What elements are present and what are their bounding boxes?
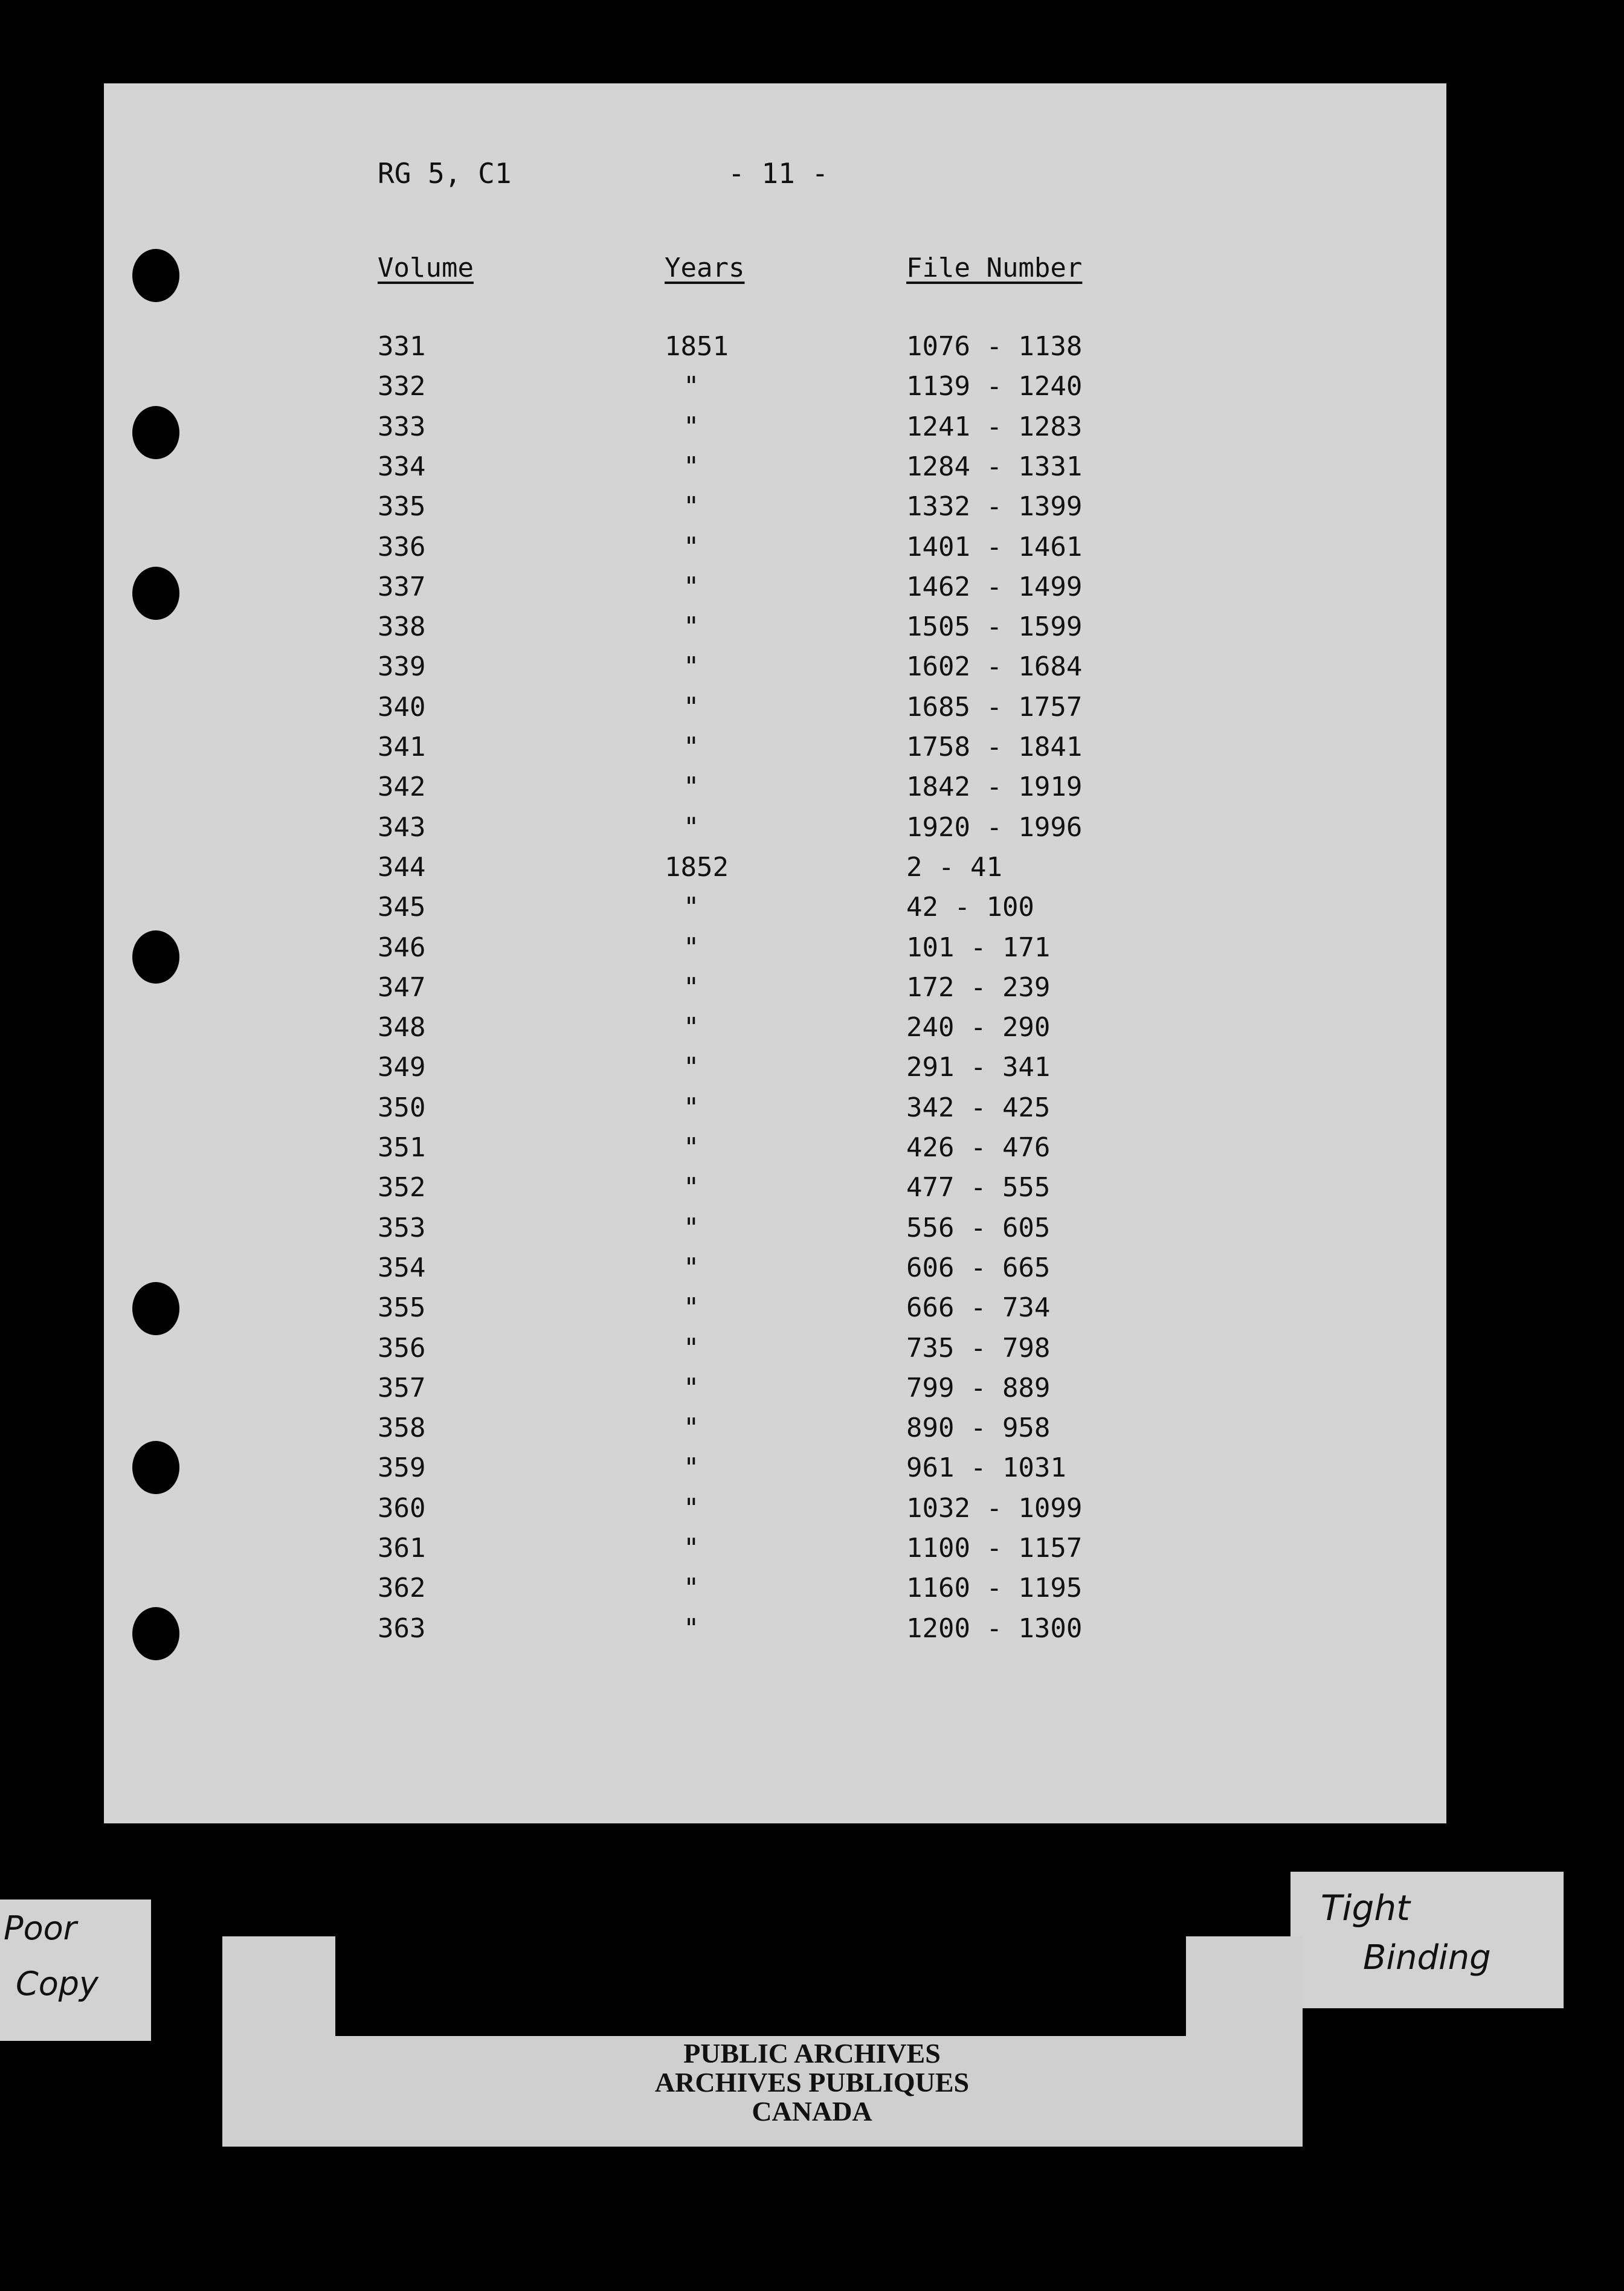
file-number-cell: 556 - 605: [906, 1213, 1051, 1243]
years-cell: ": [683, 772, 700, 802]
file-number-cell: 172 - 239: [906, 972, 1051, 1003]
table-row: [0, 1092, 1624, 1132]
table-row: [0, 1333, 1624, 1373]
column-header-years: Years: [665, 253, 745, 283]
table-row: [0, 1012, 1624, 1052]
note-line: Binding: [1363, 1938, 1491, 1977]
file-number-cell: 1076 - 1138: [906, 331, 1083, 362]
table-row: [0, 852, 1624, 892]
volume-cell: 351: [378, 1132, 426, 1163]
table-row: [0, 1413, 1624, 1452]
note-line: Tight: [1321, 1887, 1410, 1928]
years-cell: ": [683, 1413, 700, 1443]
volume-cell: 362: [378, 1573, 426, 1603]
volume-cell: 361: [378, 1533, 426, 1564]
file-number-cell: 1241 - 1283: [906, 411, 1083, 442]
note-line: Copy: [16, 1965, 98, 2003]
file-number-cell: 477 - 555: [906, 1172, 1051, 1203]
volume-cell: 331: [378, 331, 426, 362]
table-row: [0, 371, 1624, 411]
file-number-cell: 799 - 889: [906, 1373, 1051, 1403]
table-row: [0, 1292, 1624, 1332]
years-cell: ": [683, 491, 700, 522]
years-cell: ": [683, 932, 700, 963]
table-row: [0, 1213, 1624, 1252]
file-number-cell: 735 - 798: [906, 1333, 1051, 1364]
years-cell: 1851: [665, 331, 729, 362]
file-number-cell: 1160 - 1195: [906, 1573, 1083, 1603]
volume-cell: 347: [378, 972, 426, 1003]
years-cell: ": [683, 371, 700, 402]
file-number-cell: 1505 - 1599: [906, 611, 1083, 642]
volume-cell: 360: [378, 1493, 426, 1524]
table-row: [0, 692, 1624, 732]
file-number-cell: 291 - 341: [906, 1052, 1051, 1083]
stamp-line: CANADA: [752, 2096, 872, 2127]
table-row: [0, 972, 1624, 1012]
years-cell: ": [683, 1012, 700, 1043]
table-row: [0, 892, 1624, 932]
table-row: [0, 331, 1624, 371]
years-cell: 1852: [665, 852, 729, 883]
file-number-cell: 1200 - 1300: [906, 1613, 1083, 1644]
file-number-cell: 1032 - 1099: [906, 1493, 1083, 1524]
file-number-cell: 42 - 100: [906, 892, 1034, 923]
volume-cell: 359: [378, 1452, 426, 1483]
file-number-cell: 2 - 41: [906, 852, 1002, 883]
volume-cell: 342: [378, 772, 426, 802]
punch-hole: [132, 249, 179, 302]
file-number-cell: 1332 - 1399: [906, 491, 1083, 522]
table-row: [0, 732, 1624, 772]
table-row: [0, 572, 1624, 611]
archives-stamp: [0, 2039, 1624, 2126]
volume-cell: 349: [378, 1052, 426, 1083]
table-row: [0, 1132, 1624, 1172]
file-number-cell: 1920 - 1996: [906, 812, 1083, 843]
file-number-cell: 240 - 290: [906, 1012, 1051, 1043]
file-number-cell: 1139 - 1240: [906, 371, 1083, 402]
table-row: [0, 932, 1624, 972]
years-cell: ": [683, 1573, 700, 1603]
volume-cell: 363: [378, 1613, 426, 1644]
file-number-cell: 890 - 958: [906, 1413, 1051, 1443]
stamp-cutout: [335, 1936, 1186, 2036]
volume-cell: 344: [378, 852, 426, 883]
volume-cell: 356: [378, 1333, 426, 1364]
years-cell: ": [683, 812, 700, 843]
file-number-cell: 1284 - 1331: [906, 451, 1083, 482]
table-row: [0, 451, 1624, 491]
years-cell: ": [683, 411, 700, 442]
years-cell: ": [683, 1132, 700, 1163]
volume-cell: 352: [378, 1172, 426, 1203]
volume-cell: 355: [378, 1292, 426, 1323]
table-row: [0, 1573, 1624, 1613]
table-row: [0, 1252, 1624, 1292]
years-cell: ": [683, 1613, 700, 1644]
volume-cell: 335: [378, 491, 426, 522]
volume-cell: 343: [378, 812, 426, 843]
years-cell: ": [683, 972, 700, 1003]
volume-cell: 350: [378, 1092, 426, 1123]
years-cell: ": [683, 651, 700, 682]
table-row: [0, 1373, 1624, 1413]
note-line: Poor: [4, 1909, 77, 1947]
years-cell: ": [683, 1213, 700, 1243]
years-cell: ": [683, 1252, 700, 1283]
file-number-cell: 1758 - 1841: [906, 732, 1083, 762]
note-poor-copy: [0, 1899, 151, 2041]
volume-cell: 348: [378, 1012, 426, 1043]
years-cell: ": [683, 1172, 700, 1203]
volume-cell: 358: [378, 1413, 426, 1443]
years-cell: ": [683, 1092, 700, 1123]
years-cell: ": [683, 1333, 700, 1364]
page-number: - 11 -: [728, 157, 829, 190]
years-cell: ": [683, 732, 700, 762]
volume-cell: 337: [378, 572, 426, 602]
table-row: [0, 411, 1624, 451]
volume-cell: 354: [378, 1252, 426, 1283]
file-number-cell: 426 - 476: [906, 1132, 1051, 1163]
note-tight-binding: [1290, 1872, 1564, 2008]
record-group-ref: RG 5, C1: [378, 157, 512, 190]
years-cell: ": [683, 892, 700, 923]
file-number-cell: 101 - 171: [906, 932, 1051, 963]
file-number-cell: 1685 - 1757: [906, 692, 1083, 723]
volume-cell: 345: [378, 892, 426, 923]
table-row: [0, 491, 1624, 531]
volume-cell: 334: [378, 451, 426, 482]
table-row: [0, 611, 1624, 651]
years-cell: ": [683, 1493, 700, 1524]
file-number-cell: 961 - 1031: [906, 1452, 1066, 1483]
volume-cell: 357: [378, 1373, 426, 1403]
table-row: [0, 651, 1624, 691]
years-cell: ": [683, 1452, 700, 1483]
file-number-cell: 1100 - 1157: [906, 1533, 1083, 1564]
file-number-cell: 666 - 734: [906, 1292, 1051, 1323]
column-header-volume: Volume: [378, 253, 474, 283]
file-number-cell: 1602 - 1684: [906, 651, 1083, 682]
stamp-line: ARCHIVES PUBLIQUES: [654, 2067, 970, 2098]
file-number-cell: 1401 - 1461: [906, 532, 1083, 562]
years-cell: ": [683, 1373, 700, 1403]
table-row: [0, 812, 1624, 852]
volume-cell: 346: [378, 932, 426, 963]
years-cell: ": [683, 451, 700, 482]
years-cell: ": [683, 1292, 700, 1323]
years-cell: ": [683, 1052, 700, 1083]
table-row: [0, 1493, 1624, 1533]
years-cell: ": [683, 692, 700, 723]
volume-cell: 341: [378, 732, 426, 762]
table-row: [0, 532, 1624, 572]
years-cell: ": [683, 532, 700, 562]
years-cell: ": [683, 572, 700, 602]
volume-cell: 336: [378, 532, 426, 562]
years-cell: ": [683, 1533, 700, 1564]
table-row: [0, 1533, 1624, 1573]
volume-cell: 340: [378, 692, 426, 723]
table-row: [0, 772, 1624, 811]
volume-cell: 353: [378, 1213, 426, 1243]
volume-cell: 339: [378, 651, 426, 682]
volume-cell: 338: [378, 611, 426, 642]
stamp-line: PUBLIC ARCHIVES: [683, 2038, 941, 2069]
volume-cell: 333: [378, 411, 426, 442]
volume-cell: 332: [378, 371, 426, 402]
table-row: [0, 1172, 1624, 1212]
file-number-cell: 1842 - 1919: [906, 772, 1083, 802]
file-number-cell: 606 - 665: [906, 1252, 1051, 1283]
years-cell: ": [683, 611, 700, 642]
table-row: [0, 1052, 1624, 1092]
table-row: [0, 1613, 1624, 1653]
file-number-cell: 342 - 425: [906, 1092, 1051, 1123]
file-number-cell: 1462 - 1499: [906, 572, 1083, 602]
column-header-file-number: File Number: [906, 253, 1083, 283]
table-row: [0, 1452, 1624, 1492]
